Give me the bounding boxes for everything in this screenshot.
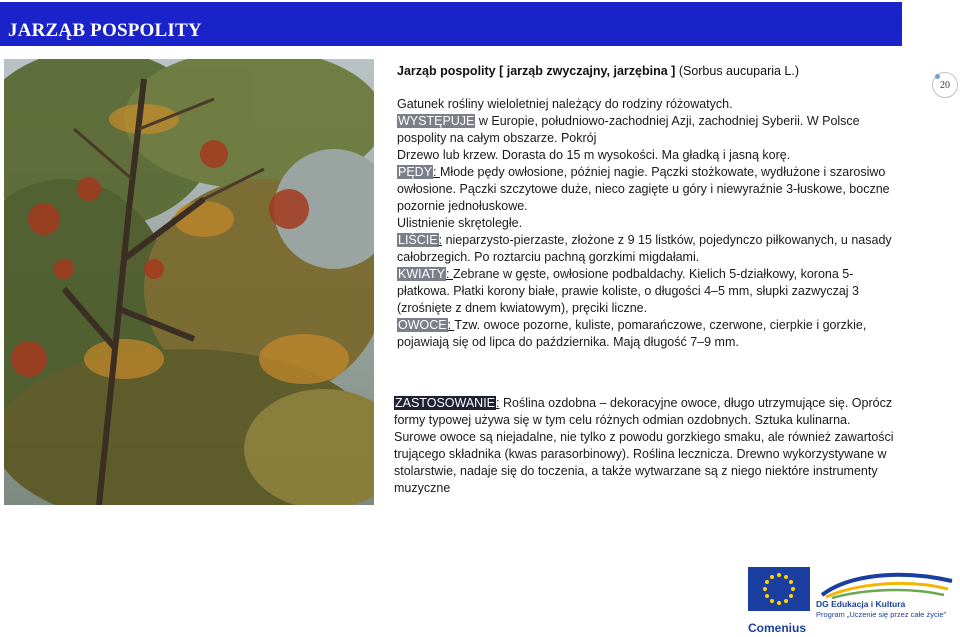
occurrence-paragraph — [397, 113, 897, 147]
page-number: 20 — [940, 79, 950, 91]
occurrence-text: w Europie, południowo-zachodniej Azji, zachodniej Syberii. W Polsce pospolity na całym obszarze. Pokrój — [397, 114, 860, 145]
usage-block — [394, 395, 894, 497]
usage-paragraph — [394, 395, 894, 497]
page-number-badge — [932, 72, 958, 98]
shoots-separator: : — [433, 165, 440, 179]
flowers-text: Zebrane w gęste, owłosione podbaldachy. Kielich 5-działkowy, korona 5-płatkowa. Płatki korony białe, prawie koliste, o długości 4–5 mm, słupki zazwyczaj 3 (zrośnięte z dnem kwiatowym), pręciki liczne. — [397, 267, 860, 315]
eu-logos — [748, 567, 958, 635]
program-swoosh-icon — [818, 569, 956, 599]
fruits-separator: : — [447, 318, 455, 332]
eu-flag-icon — [748, 567, 810, 611]
phyllotaxy-text: Ulistnienie skrętoległe. — [397, 216, 523, 230]
family-line: Gatunek rośliny wieloletniej należący do rodziny różowatych. — [397, 97, 733, 111]
dg-label: DG Edukacja i Kultura — [816, 599, 906, 609]
leaves-paragraph — [397, 232, 897, 266]
species-name: Jarząb pospolity [ jarząb zwyczajny, jarzębina ] — [397, 64, 676, 78]
program-label: Program „Uczenie się przez całe życie" — [816, 610, 947, 619]
page-title: JARZĄB POSPOLITY — [8, 20, 202, 41]
leaves-separator: : — [438, 233, 443, 247]
shoots-label: PĘDY — [398, 165, 433, 179]
species-heading — [397, 64, 799, 78]
shoots-text: Młode pędy owłosione, później nagie. Pączki stożkowate, wydłużone i szarosiwo owłosione. Pączki szczytowe duże, nieco zagięte u góry i niewyraźnie 3-łuskowe, boczne pozornie jednołuskowe. — [397, 165, 890, 213]
leaves-label: LIŚCIE — [398, 233, 438, 247]
usage-text: Roślina ozdobna – dekoracyjne owoce, długo utrzymujące się. Oprócz formy typowej używa się w tym celu różnych odmian ozdobnych. Sztuka kulinarna. Surowe owoce są niejadalne, nie tylko z powodu gorzkiego smaku, ale również zawartości trującego składnika (kwas parasorbinowy). Roślina lecznicza. Drewno wykorzystywane w stolarstwie, nadaje się do toczenia, a także wytwarzane są z niego niektóre instrumenty muzyczne — [394, 396, 894, 495]
habit-text: Drzewo lub krzew. Dorasta do 15 m wysokości. Ma gładką i jasną korę. — [397, 148, 791, 162]
rowan-tree-photo — [4, 59, 374, 505]
usage-separator: : — [496, 396, 500, 410]
fruits-paragraph — [397, 317, 897, 351]
usage-label: ZASTOSOWANIE — [395, 396, 496, 410]
flowers-paragraph — [397, 266, 897, 317]
fruits-label: OWOCE — [398, 318, 447, 332]
comenius-label: Comenius — [748, 621, 807, 635]
shoots-paragraph — [397, 164, 897, 215]
description-block — [397, 96, 897, 351]
flowers-label: KWIATY — [398, 267, 445, 281]
flowers-separator: : — [446, 267, 453, 281]
occurrence-label: WYSTĘPUJE — [398, 114, 475, 128]
title-bar — [0, 2, 902, 46]
latin-name: (Sorbus aucuparia L.) — [678, 64, 800, 78]
badge-dot-icon — [935, 74, 940, 79]
leaves-text: nieparzysto-pierzaste, złożone z 9 15 listków, pojedynczo piłkowanych, u nasady całobrzegich. Po roztarciu pachną gorzkimi migdałami. — [397, 233, 892, 264]
fruits-text: Tzw. owoce pozorne, kuliste, pomarańczowe, czerwone, cierpkie i gorzkie, pojawiają się od lipca do października. Mają długość 7–9 mm. — [397, 318, 867, 349]
